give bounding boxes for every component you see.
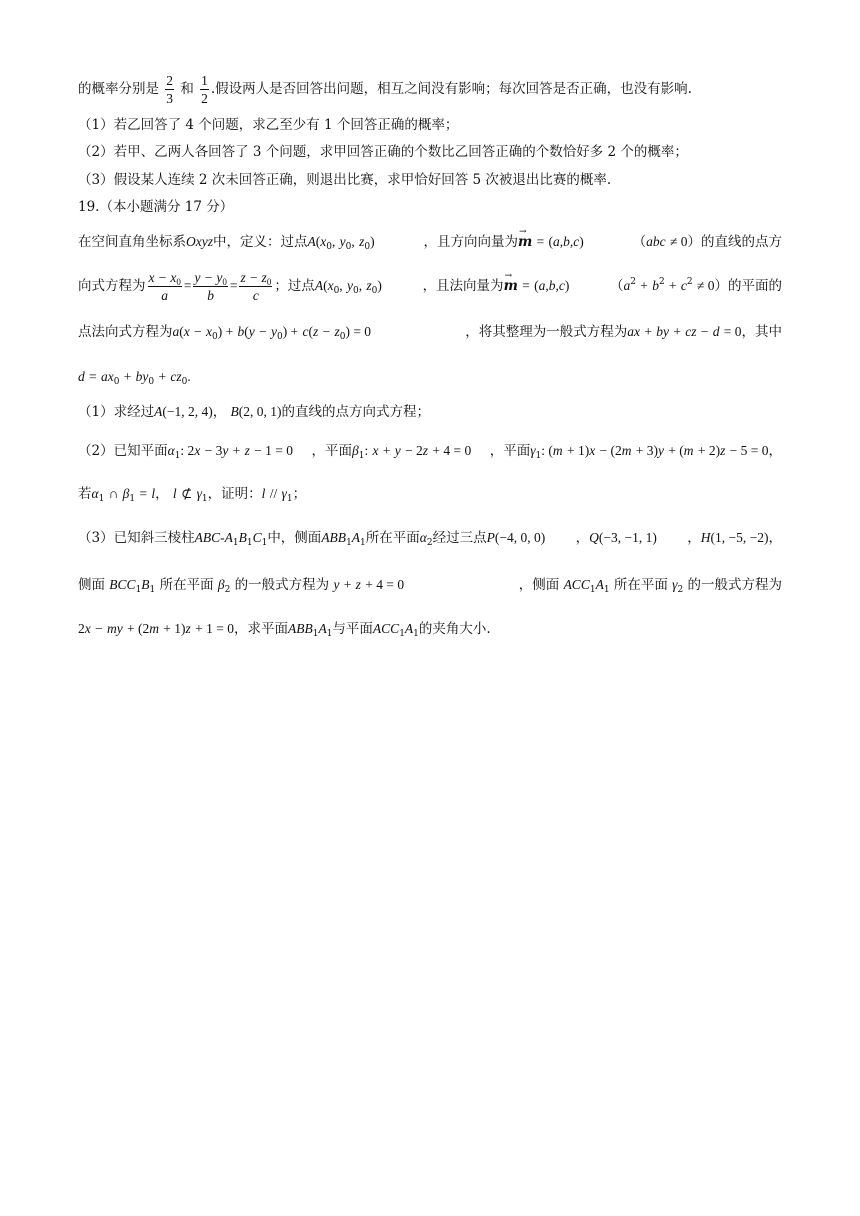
q19-part-2-line-1: （2）已知平面$\alpha_1$: 2x − 3y + z − 1 = 0 ，平面$\beta_1$: x + y − 2z + 4 = 0 ，平面$\gamma_1$: (m + 1)x − (2m + 3)y + (m + 2)z − 5 = 0，: [78, 443, 782, 461]
q18-part-2: （2）若甲、乙两人各回答了 3 个问题，求甲回答正确的个数比乙回答正确的个数恰好多 2 个的概率；: [78, 144, 688, 160]
prob-text-c: .假设两人是否回答出问题，相互之间没有影响；每次回答是否正确，也没有影响.: [210, 81, 692, 97]
definition-line-1: 在空间直角坐标系Oxyz中，定义：过点$A(x_0$, $y_0$, $z_0$) ，且方向向量为→ m = (a,b,c) （abc ≠ 0）的直线的点方: [78, 232, 782, 252]
definition-line-2: 向式方程为 $\frac{x - x_0}{a}$ = $\frac{y - y_0}{b}$ = $\frac{z - z_0}{c}$ ；过点$A(x_0$, $y_0$, $z_0$) ，且法向量为→ m = (a,b,c) $(a^2 + b^2 + c^2 \ne 0)$的平面的: [78, 268, 782, 304]
q19-part-1: （1）求经过A(−1, 2, 4)， B(2, 0, 1)的直线的点方向式方程；: [78, 404, 430, 420]
prob-intro-line: [78, 72, 692, 107]
fraction-two-thirds: $\frac{2}{3}$: [166, 73, 174, 106]
prob-text-b: 和: [180, 81, 194, 97]
q19-part-2-line-2: 若$\alpha_1$ ∩ $\beta_1 = l$， l ⊄ $\gamma_1$，证明：l // $\gamma_1$；: [78, 486, 307, 504]
q18-part-1: （1）若乙回答了 4 个问题，求乙至少有 1 个回答正确的概率；: [78, 117, 459, 133]
q19-part-3-line-3: 2x − my + (2m + 1)z + 1 = 0，求平面$ABB_1A_1$与平面$ACC_1A_1$的夹角大小.: [78, 621, 491, 639]
q19-header: 19.（本小题满分 17 分）: [78, 199, 234, 215]
definition-line-3: 点法向式方程为$a(x - x_0) + b(y - y_0) + c(z - z_0) = 0$ ，将其整理为一般式方程为ax + by + cz − d = 0，其中: [78, 324, 782, 342]
definition-line-4: $d = ax_0 + by_0 + cz_0$.: [78, 369, 191, 387]
fraction-one-half: $\frac{1}{2}$: [201, 73, 208, 106]
q19-part-3-line-2: 侧面 $BCC_1B_1$ 所在平面 $\beta_2$ 的一般式方程为 y + z + 4 = 0 ，侧面 $ACC_1A_1$ 所在平面 $\gamma_2$ 的一般式方程为: [78, 577, 782, 595]
q19-part-3-line-1: （3）已知斜三棱柱ABC-$A_1B_1C_1$中，侧面$ABB_1A_1$所在平面$\alpha_2$经过三点P(−4, 0, 0) ，Q(−3, −1, 1) ，H(1, −5, −2)，: [78, 530, 782, 548]
prob-text-a: 的概率分别是: [78, 81, 159, 97]
q18-part-3: （3）假设某人连续 2 次未回答正确，则退出比赛，求甲恰好回答 5 次被退出比赛的概率.: [78, 172, 612, 188]
